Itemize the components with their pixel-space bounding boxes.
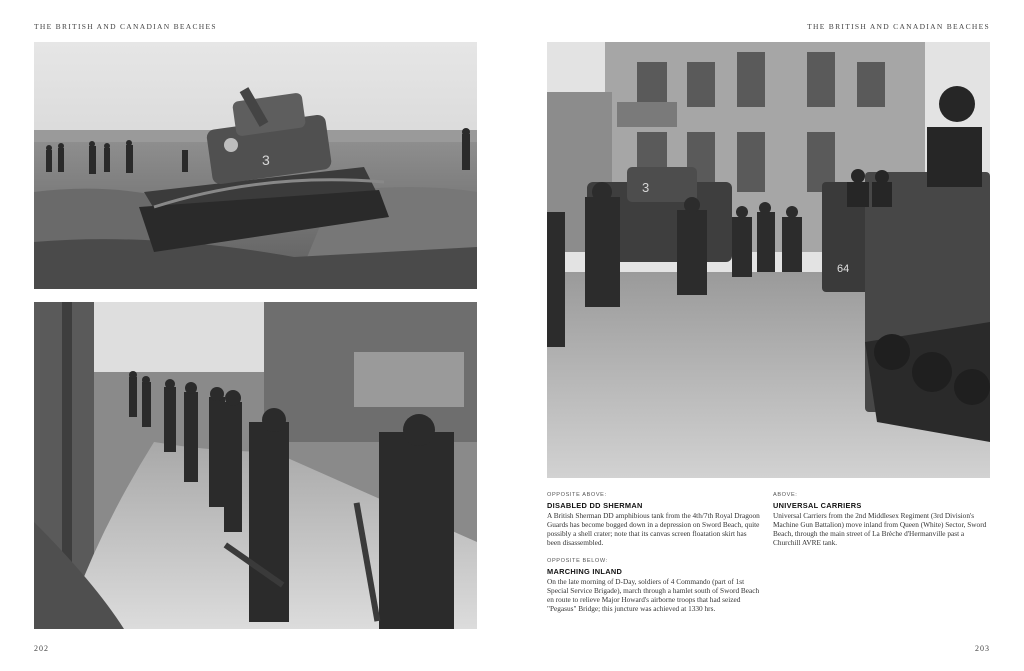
caption-body: Universal Carriers from the 2nd Middlesex Regiment (3rd Division's Machine Gun Battalion) move inland from Queen (White) Sector, Sword Beach, through the main street of La Brèche d'Hermanville past a Churchill AVRE tank. (773, 511, 987, 548)
caption-kicker: OPPOSITE ABOVE: (547, 492, 607, 498)
caption-title: DISABLED DD SHERMAN (547, 501, 643, 511)
page-number-right: 203 (975, 644, 990, 653)
running-head-right: THE BRITISH AND CANADIAN BEACHES (807, 22, 990, 31)
caption-opposite-above (547, 491, 760, 548)
running-head-left: THE BRITISH AND CANADIAN BEACHES (34, 22, 217, 31)
photo-disabled-sherman (34, 42, 477, 289)
photo-universal-carriers (547, 42, 990, 478)
caption-above (773, 491, 990, 548)
page-number-left: 202 (34, 644, 49, 653)
carrier-marking: 64 (837, 263, 850, 275)
caption-body: On the late morning of D-Day, soldiers of 4 Commando (part of 1st Special Service Brigade), march through a hamlet south of Sword Beach en route to relieve Major Howard's airborne troops that had seized "Pegasus" Bridge; this juncture was achieved at 1330 hrs. (547, 577, 760, 614)
caption-opposite-below (547, 557, 760, 614)
caption-body: A British Sherman DD amphibious tank from the 4th/7th Royal Dragoon Guards has become bogged down in a depression on Sword Beach, quite possibly a shell crater; note that its canvas screen floatation skirt has been disassembled. (547, 511, 760, 548)
churchill-marking: 3 (642, 180, 650, 195)
caption-kicker: ABOVE: (773, 492, 798, 498)
tank-marking: 3 (262, 152, 270, 168)
photo-marching-commandos (34, 302, 477, 629)
caption-title: UNIVERSAL CARRIERS (773, 501, 862, 511)
caption-kicker: OPPOSITE BELOW: (547, 558, 608, 564)
caption-title: MARCHING INLAND (547, 567, 623, 577)
